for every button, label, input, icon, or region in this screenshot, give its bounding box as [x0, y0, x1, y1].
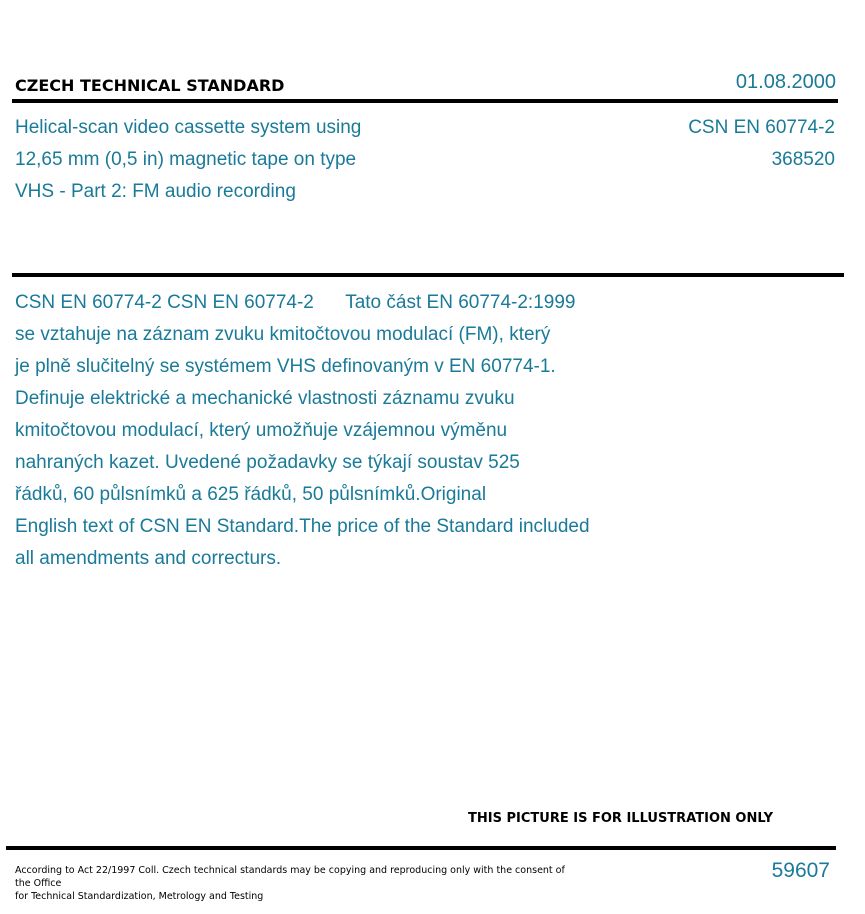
title-line: VHS - Part 2: FM audio recording — [15, 181, 296, 202]
description-line: je plně slučitelný se systémem VHS definovaným v EN 60774-1. — [15, 356, 556, 377]
standard-description — [15, 287, 590, 575]
legal-line: for Technical Standardization, Metrology and Testing — [15, 891, 264, 902]
description-line: English text of CSN EN Standard.The price of the Standard included — [15, 516, 590, 537]
catalog-number: 368520 — [771, 149, 835, 170]
description-line: CSN EN 60774-2 CSN EN 60774-2 Tato část EN 60774-2:1999 — [15, 292, 576, 313]
description-line: se vztahuje na záznam zvuku kmitočtovou modulací (FM), který — [15, 324, 551, 345]
document-heading: CZECH TECHNICAL STANDARD — [15, 76, 285, 95]
document-number: 59607 — [771, 859, 830, 882]
standard-title — [15, 112, 361, 208]
top-divider — [12, 99, 838, 103]
legal-notice — [15, 864, 575, 903]
legal-line: According to Act 22/1997 Coll. Czech technical standards may be copying and reproducing only with the consent of the Office — [15, 865, 565, 889]
publication-date: 01.08.2000 — [735, 71, 836, 93]
bottom-divider — [6, 846, 836, 850]
description-line: Definuje elektrické a mechanické vlastnosti záznamu zvuku — [15, 388, 515, 409]
title-line: 12,65 mm (0,5 in) magnetic tape on type — [15, 149, 357, 170]
middle-divider — [12, 273, 844, 277]
description-line: all amendments and correcturs. — [15, 548, 282, 569]
description-line: řádků, 60 půlsnímků a 625 řádků, 50 půlsnímků.Original — [15, 484, 487, 505]
description-line: nahraných kazet. Uvedené požadavky se týkají soustav 525 — [15, 452, 520, 473]
description-line: kmitočtovou modulací, který umožňuje vzájemnou výměnu — [15, 420, 508, 441]
illustration-note: THIS PICTURE IS FOR ILLUSTRATION ONLY — [468, 811, 773, 826]
standard-identifiers — [688, 112, 835, 176]
standard-code: CSN EN 60774-2 — [688, 117, 835, 138]
title-line: Helical-scan video cassette system using — [15, 117, 362, 138]
